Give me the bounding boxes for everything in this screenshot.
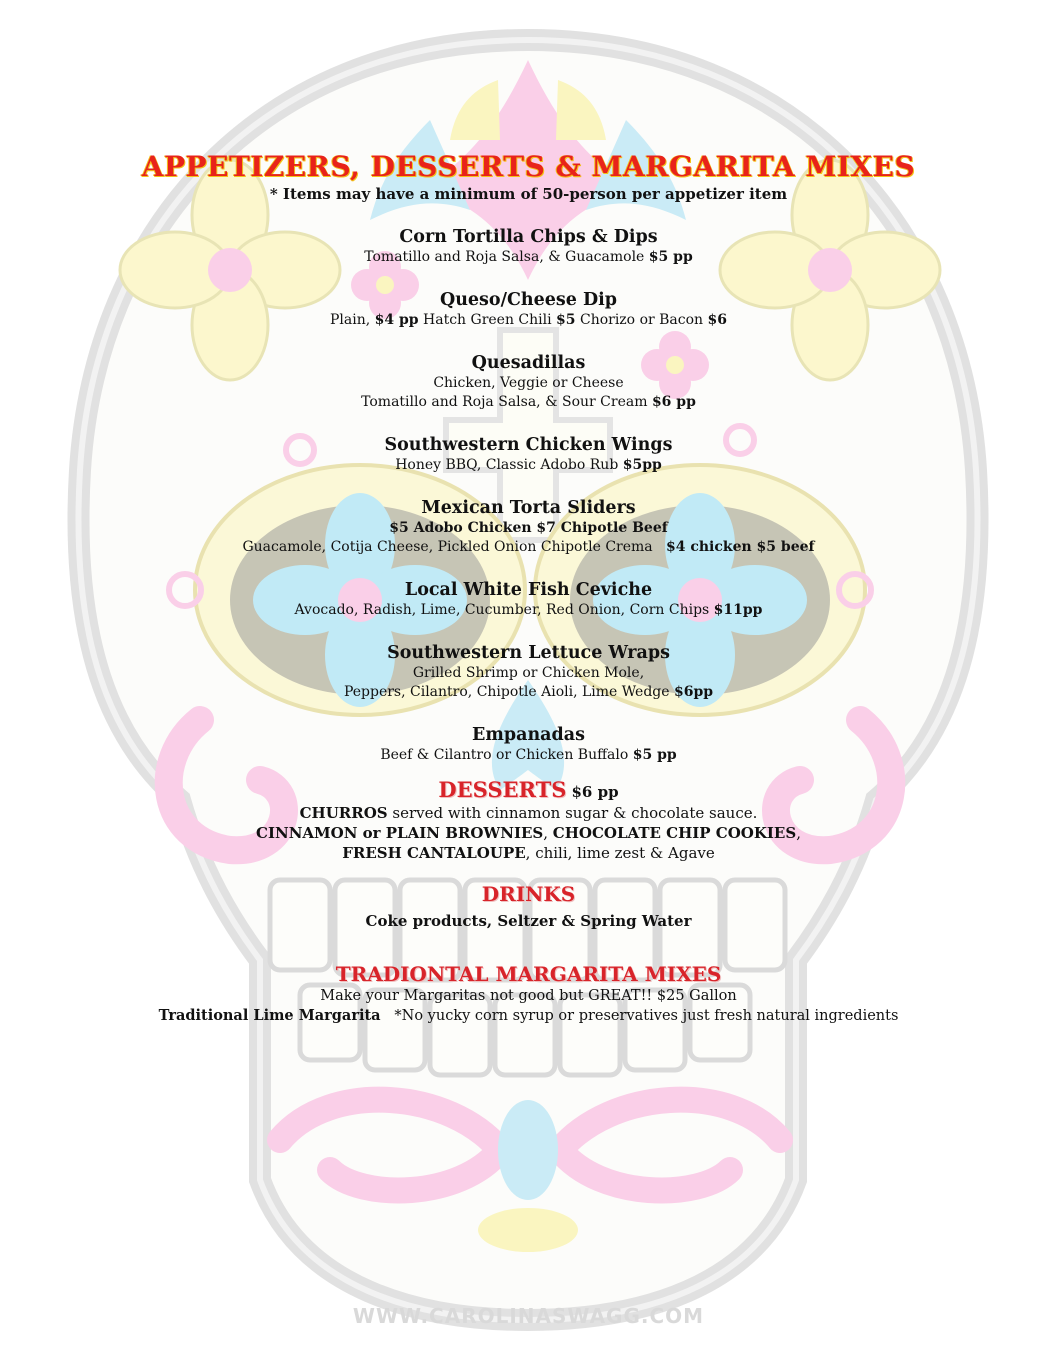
menu-item-wings	[0, 434, 1057, 475]
item-price: $5pp	[622, 457, 662, 473]
item-name: Empanadas	[472, 725, 585, 745]
dessert-churros: CHURROS served with cinnamon sugar & chocolate sauce.	[299, 804, 758, 822]
drinks-list: Coke products, Seltzer & Spring Water	[365, 912, 692, 930]
item-price: $5 pp	[632, 747, 677, 763]
desserts-section	[0, 777, 1057, 863]
item-name: Southwestern Chicken Wings	[384, 435, 673, 455]
margarita-description: Traditional Lime Margarita *No yucky corn syrup or preservatives just fresh natural ingredients	[158, 1007, 899, 1024]
menu-item-chips-dips	[0, 226, 1057, 267]
menu-item-queso	[0, 289, 1057, 330]
drinks-title: DRINKS	[481, 882, 576, 906]
item-price: $6 pp	[651, 394, 696, 410]
item-name: Queso/Cheese Dip	[439, 290, 618, 310]
item-name: Corn Tortilla Chips & Dips	[399, 227, 658, 247]
menu-item-empanadas	[0, 724, 1057, 765]
item-price: $6pp	[673, 684, 714, 700]
item-name: Local White Fish Ceviche	[404, 580, 653, 600]
item-name: Mexican Torta Sliders	[421, 498, 636, 518]
item-price: $4 chicken $5 beef	[665, 539, 815, 555]
item-price: $11pp	[713, 602, 763, 618]
dessert-brownies-cookies: CINNAMON or PLAIN BROWNIES, CHOCOLATE CHIP COOKIES,	[256, 824, 801, 842]
item-price-options: $5 Adobo Chicken $7 Chipotle Beef	[389, 520, 668, 536]
minimum-note: * Items may have a minimum of 50-person per appetizer item	[269, 185, 788, 203]
item-name: Quesadillas	[471, 353, 586, 373]
item-price: $5 pp	[648, 249, 693, 265]
item-name: Southwestern Lettuce Wraps	[387, 643, 670, 663]
item-description: Beef & Cilantro or Chicken Buffalo $5 pp	[380, 747, 677, 763]
menu-item-quesadillas	[0, 352, 1057, 412]
menu-item-lettuce-wraps	[0, 642, 1057, 702]
menu-content	[0, 150, 1057, 1026]
page-title: APPETIZERS, DESSERTS & MARGARITA MIXES	[141, 150, 916, 183]
dessert-cantaloupe: FRESH CANTALOUPE, chili, lime zest & Agave	[342, 844, 715, 862]
desserts-title: DESSERTS	[438, 777, 567, 802]
item-description: Guacamole, Cotija Cheese, Pickled Onion Chipotle Crema $4 chicken $5 beef	[242, 539, 815, 555]
desserts-price: $6 pp	[571, 783, 619, 801]
item-description: Honey BBQ, Classic Adobo Rub $5pp	[395, 457, 662, 473]
drinks-section	[0, 881, 1057, 931]
item-description: Avocado, Radish, Lime, Cucumber, Red Onion, Corn Chips $11pp	[294, 602, 763, 618]
item-description: Tomatillo and Roja Salsa, & Guacamole $5 pp	[364, 249, 693, 265]
watermark-text: WWW.CAROLINASWAGG.COM	[352, 1304, 705, 1328]
menu-item-torta-sliders	[0, 497, 1057, 557]
item-description: Grilled Shrimp or Chicken Mole,	[412, 665, 645, 681]
margarita-section	[0, 961, 1057, 1026]
item-description: Plain, $4 pp Hatch Green Chili $5 Chorizo or Bacon $6	[330, 312, 727, 328]
margarita-price-line: Make your Margaritas not good but GREAT!! $25 Gallon	[320, 988, 737, 1004]
item-description: Chicken, Veggie or Cheese	[433, 375, 624, 391]
item-description: Peppers, Cilantro, Chipotle Aioli, Lime Wedge $6pp	[343, 684, 714, 700]
menu-item-ceviche	[0, 579, 1057, 620]
item-description: Tomatillo and Roja Salsa, & Sour Cream $6 pp	[361, 394, 696, 410]
margarita-title: TRADIONTAL MARGARITA MIXES	[335, 962, 722, 986]
